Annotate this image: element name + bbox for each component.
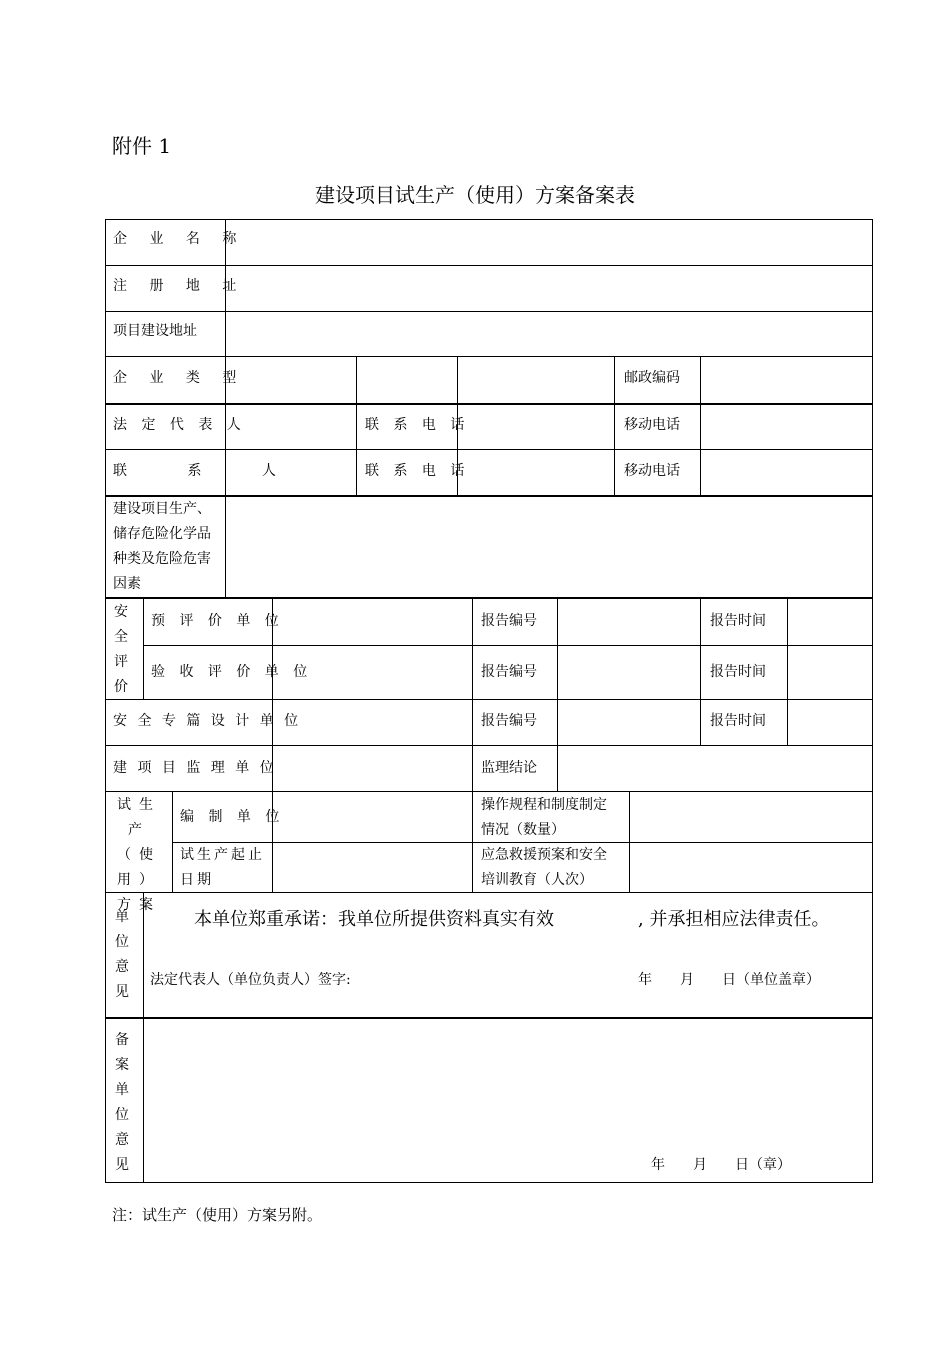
report-time-label-3: 报告时间 — [710, 713, 766, 729]
emergency-label: 应急救援预案和安全培训教育（人次） — [481, 847, 607, 888]
report-time-label-2: 报告时间 — [710, 664, 766, 680]
reg-address-label: 注 册 地 址 — [113, 278, 246, 294]
page-title: 建设项目试生产（使用）方案备案表 — [315, 183, 635, 207]
form-table — [105, 219, 873, 1183]
accept-eval-unit-label: 验 收 评 价 单 位 — [151, 664, 313, 680]
design-unit-label: 安 全 专 篇 设 计 单 位 — [113, 713, 302, 729]
trial-period-label: 试生产起止日期 — [180, 847, 265, 888]
signature-label: 法定代表人（单位负责人）签字: — [150, 972, 351, 988]
record-date: 年 月 日（章） — [651, 1157, 791, 1173]
procedures-label: 操作规程和制度制定情况（数量） — [481, 797, 607, 838]
legal-rep-label: 法 定 代 表 人 — [113, 417, 246, 433]
prep-unit-label: 编 制 单 位 — [180, 809, 285, 825]
pledge-text-a: 本单位郑重承诺：我单位所提供资料真实有效 — [194, 909, 554, 930]
attachment-label: 附件 1 — [112, 134, 172, 158]
supervision-conclusion-label: 监理结论 — [481, 760, 537, 776]
contact-phone-label-2: 联 系 电 话 — [365, 463, 470, 479]
contact-person-label: 联 系 人 — [113, 463, 304, 479]
report-no-label-1: 报告编号 — [481, 613, 537, 629]
unit-opinion-label: 单位意见 — [115, 909, 129, 1000]
company-name-label: 企 业 名 称 — [113, 231, 246, 247]
report-time-label-1: 报告时间 — [710, 613, 766, 629]
contact-phone-label-1: 联 系 电 话 — [365, 417, 470, 433]
pledge-text-b: , 并承担相应法律责任。 — [638, 909, 830, 930]
report-no-label-3: 报告编号 — [481, 713, 537, 729]
project-address-label: 项目建设地址 — [113, 323, 197, 339]
postal-code-label: 邮政编码 — [624, 370, 680, 386]
record-opinion-label: 备案单位意见 — [115, 1032, 129, 1173]
mobile-label-2: 移动电话 — [624, 463, 680, 479]
trial-plan-label: 试生产（使用）方案 — [117, 797, 161, 913]
pre-eval-unit-label: 预 评 价 单 位 — [151, 613, 284, 629]
opinion-date: 年 月 日（单位盖章） — [638, 972, 820, 988]
hazard-info-label: 建设项目生产、储存危险化学品种类及危险危害因素 — [113, 501, 211, 592]
company-type-label: 企 业 类 型 — [113, 370, 246, 386]
supervision-unit-label: 建 项 目 监 理 单 位 — [113, 760, 277, 776]
report-no-label-2: 报告编号 — [481, 664, 537, 680]
footnote: 注：试生产（使用）方案另附。 — [112, 1206, 323, 1224]
mobile-label-1: 移动电话 — [624, 417, 680, 433]
safety-eval-label: 安全评价 — [114, 604, 128, 695]
